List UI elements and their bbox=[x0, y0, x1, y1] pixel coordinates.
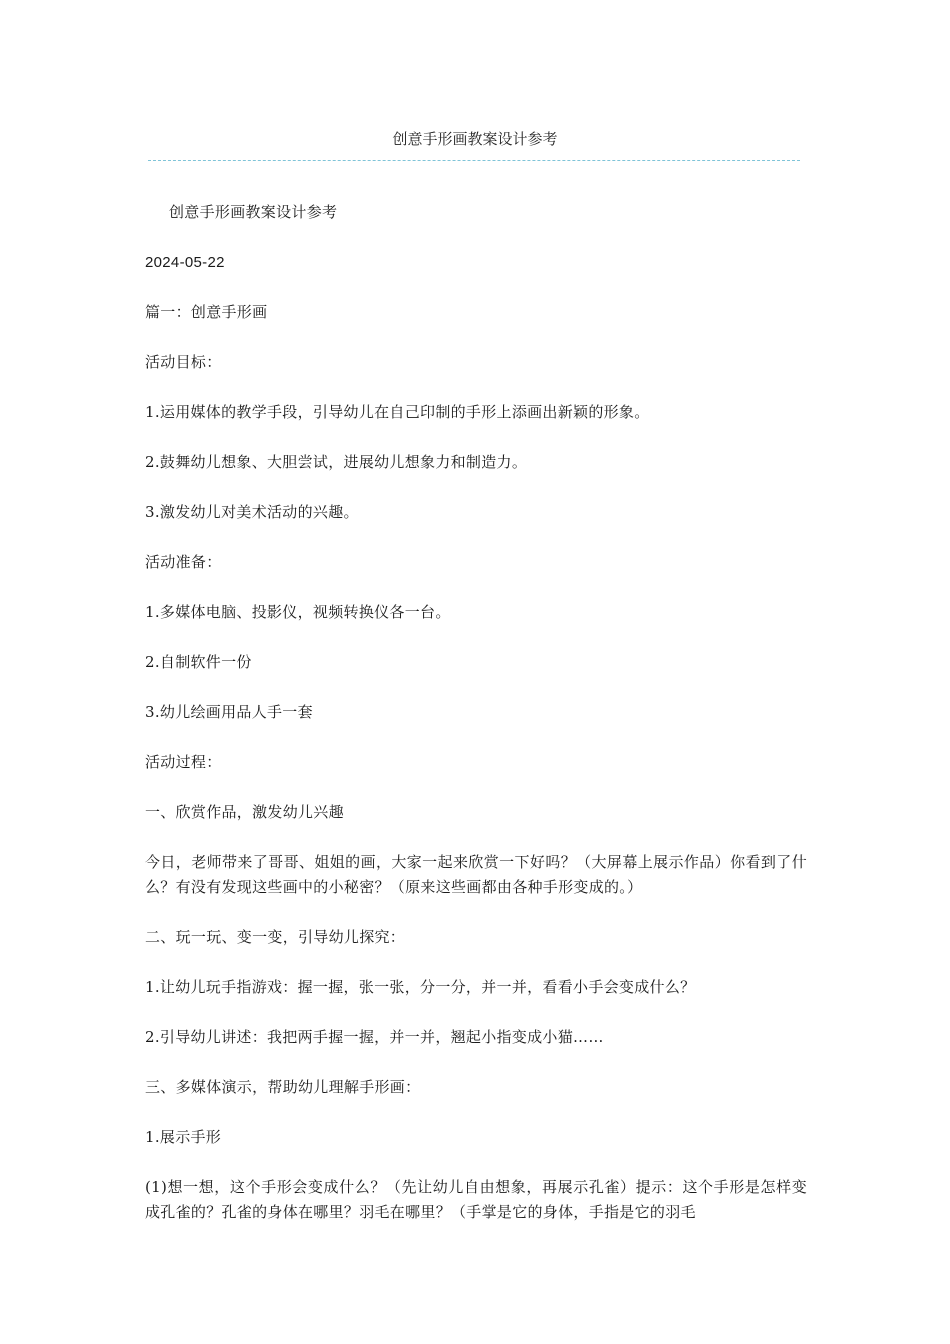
goal-item: 2.鼓舞幼儿想象、大胆尝试，进展幼儿想象力和制造力。 bbox=[145, 453, 528, 471]
process-item: 2.引导幼儿讲述：我把两手握一握，并一并，翘起小指变成小猫…… bbox=[145, 1028, 604, 1046]
preparation-item: 2.自制软件一份 bbox=[145, 653, 252, 671]
doc-date: 2024-05-22 bbox=[145, 254, 225, 271]
section-heading: 篇一：创意手形画 bbox=[145, 303, 268, 321]
header-divider bbox=[148, 160, 800, 161]
body-paragraph: (1)想一想，这个手形会变成什么？（先让幼儿自由想象，再展示孔雀）提示：这个手形是怎样变成孔雀的？孔雀的身体在哪里？羽毛在哪里？（手掌是它的身体，手指是它的羽毛 bbox=[145, 1178, 807, 1221]
process-step-heading: 一、欣赏作品，激发幼儿兴趣 bbox=[145, 803, 344, 821]
process-step-heading: 二、玩一玩、变一变，引导幼儿探究： bbox=[145, 928, 406, 946]
preparation-item: 1.多媒体电脑、投影仪，视频转换仪各一台。 bbox=[145, 603, 451, 621]
subheading-goals: 活动目标： bbox=[145, 353, 222, 371]
subheading-preparation: 活动准备： bbox=[145, 553, 222, 571]
header-title: 创意手形画教案设计参考 bbox=[392, 130, 558, 148]
doc-title: 创意手形画教案设计参考 bbox=[169, 203, 338, 221]
process-item: 1.让幼儿玩手指游戏：握一握，张一张，分一分，并一并，看看小手会变成什么？ bbox=[145, 978, 696, 996]
goal-item: 1.运用媒体的教学手段，引导幼儿在自己印制的手形上添画出新颖的形象。 bbox=[145, 403, 650, 421]
body-paragraph: 今日，老师带来了哥哥、姐姐的画，大家一起来欣赏一下好吗？（大屏幕上展示作品）你看到了什么？有没有发现这些画中的小秘密？（原来这些画都由各种手形变成的。） bbox=[145, 853, 807, 896]
process-item: 1.展示手形 bbox=[145, 1128, 222, 1146]
preparation-item: 3.幼儿绘画用品人手一套 bbox=[145, 703, 313, 721]
subheading-process: 活动过程： bbox=[145, 753, 222, 771]
goal-item: 3.激发幼儿对美术活动的兴趣。 bbox=[145, 503, 359, 521]
process-step-heading: 三、多媒体演示，帮助幼儿理解手形画： bbox=[145, 1078, 421, 1096]
document-body bbox=[145, 200, 807, 1250]
